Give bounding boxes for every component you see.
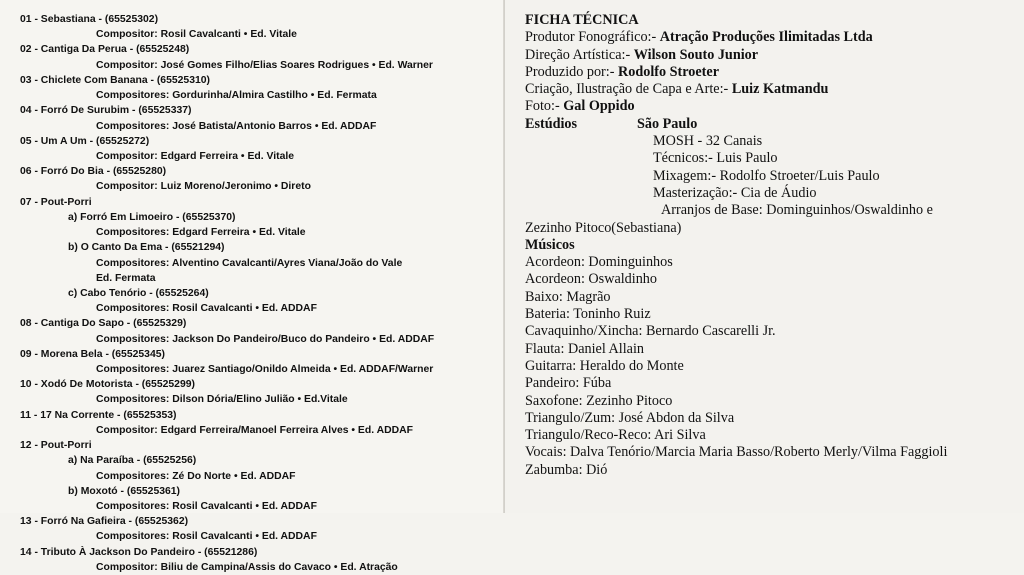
photo-label: Foto:- (525, 98, 560, 115)
track-title: 02 - Cantiga Da Perua - (65525248) (20, 44, 190, 56)
studio-detail-line: MOSH - 32 Canais (653, 133, 763, 150)
musician-line: Flauta: Daniel Allain (525, 340, 644, 357)
track-title: 12 - Pout-Porri (20, 440, 92, 452)
musician-line: Saxofone: Zezinho Pitoco (525, 392, 673, 409)
photo-value: Gal Oppido (563, 98, 635, 115)
musician-line: Acordeon: Oswaldinho (525, 271, 657, 288)
direction-line (525, 47, 1020, 64)
track-composer: Compositores: Jackson Do Pandeiro/Buco do Pandeiro • Ed. ADDAF (96, 333, 435, 345)
produced-label: Produzido por:- (525, 63, 615, 80)
track-title: 08 - Cantiga Do Sapo - (65525329) (20, 318, 187, 330)
track-title: 05 - Um A Um - (65525272) (20, 135, 150, 147)
musicians-title: Músicos (525, 236, 575, 253)
track-title: 10 - Xodó De Motorista - (65525299) (20, 379, 195, 391)
studio-detail-line: Mixagem:- Rodolfo Stroeter/Luis Paulo (653, 167, 880, 184)
track-composer: Compositor: Luiz Moreno/Jeronimo • Direto (96, 181, 311, 193)
track-composer: Compositor: José Gomes Filho/Elias Soares Rodrigues • Ed. Warner (96, 59, 433, 71)
producer-value: Atração Produções Ilimitadas Ltda (659, 29, 873, 46)
right-page-credits (505, 0, 1024, 513)
track-subtitle: a) Na Paraíba - (65525256) (68, 455, 197, 467)
track-title: 03 - Chiclete Com Banana - (65525310) (20, 74, 210, 86)
track-title: 06 - Forró Do Bia - (65525280) (20, 166, 167, 178)
produced-line (525, 64, 1020, 81)
direction-label: Direção Artística:- (525, 46, 631, 63)
musician-line: Cavaquinho/Xincha: Bernardo Cascarelli Jr. (525, 323, 776, 340)
track-title: 01 - Sebastiana - (65525302) (20, 14, 159, 25)
studio-detail-line: Técnicos:- Luis Paulo (653, 150, 778, 167)
musician-line: Zabumba: Dió (525, 461, 608, 478)
credits-title: FICHA TÉCNICA (525, 12, 639, 28)
track-composer: Compositor: Biliu de Campina/Assis do Cavaco • Ed. Atração (96, 561, 398, 573)
studio-detail-line: Masterização:- Cia de Áudio (653, 184, 817, 201)
track-title: 07 - Pout-Porri (20, 196, 92, 208)
track-composer: Compositores: Zé Do Norte • Ed. ADDAF (96, 470, 296, 482)
studios-line (525, 116, 1020, 133)
photo-line (525, 98, 1020, 115)
track-composer: Compositores: Rosil Cavalcanti • Ed. ADDAF (96, 531, 317, 543)
musician-line: Bateria: Toninho Ruiz (525, 306, 651, 323)
track-composer: Compositores: Dilson Dória/Elino Julião • Ed.Vitale (96, 394, 348, 406)
credits-section (525, 12, 1020, 479)
musician-line: Triangulo/Zum: José Abdon da Silva (525, 409, 735, 426)
direction-value: Wilson Souto Junior (633, 46, 759, 63)
track-composer: Ed. Fermata (96, 272, 156, 284)
producer-label: Produtor Fonográfico:- (525, 29, 657, 46)
musician-line: Pandeiro: Fúba (525, 375, 612, 392)
musician-line: Triangulo/Reco-Reco: Ari Silva (525, 427, 706, 444)
track-subtitle: a) Forró Em Limoeiro - (65525370) (68, 211, 236, 223)
musician-line: Vocais: Dalva Tenório/Marcia Maria Basso/Roberto Merly/Vilma Faggioli (525, 444, 948, 461)
cover-value: Luiz Katmandu (731, 81, 829, 98)
cover-line (525, 81, 1020, 98)
track-composer: Compositores: Rosil Cavalcanti • Ed. ADDAF (96, 303, 317, 315)
track-title: 13 - Forró Na Gafieira - (65525362) (20, 516, 189, 528)
track-composer: Compositor: Rosil Cavalcanti • Ed. Vitale (96, 29, 297, 41)
track-title: 09 - Morena Bela - (65525345) (20, 348, 165, 360)
arrangements-line: Arranjos de Base: Dominguinhos/Oswaldinho e (661, 202, 933, 219)
track-composer: Compositor: Edgard Ferreira/Manoel Ferreira Alves • Ed. ADDAF (96, 424, 413, 436)
track-title: 04 - Forró De Surubim - (65525337) (20, 105, 192, 117)
musicians-list (525, 254, 1020, 479)
track-composer: Compositor: Edgard Ferreira • Ed. Vitale (96, 150, 295, 162)
producer-line (525, 29, 1020, 46)
track-composer: Compositores: Juarez Santiago/Onildo Almeida • Ed. ADDAF/Warner (96, 364, 434, 376)
track-composer: Compositores: Edgard Ferreira • Ed. Vitale (96, 227, 306, 239)
arrangements-line-cont: Zezinho Pitoco(Sebastiana) (525, 219, 682, 236)
track-composer: Compositores: Alventino Cavalcanti/Ayres Viana/João do Vale (96, 257, 403, 269)
track-composer: Compositores: José Batista/Antonio Barros • Ed. ADDAF (96, 120, 377, 132)
studios-label: Estúdios (525, 115, 578, 132)
musician-line: Baixo: Magrão (525, 288, 611, 305)
left-page-tracklist (0, 0, 505, 573)
track-title: 14 - Tributo À Jackson Do Pandeiro - (65521286) (20, 546, 258, 558)
musician-line: Guitarra: Heraldo do Monte (525, 357, 684, 374)
track-subtitle: c) Cabo Tenório - (65525264) (68, 287, 209, 299)
studio-details (525, 133, 1020, 202)
studio-city: São Paulo (637, 115, 698, 132)
track-composer: Compositores: Rosil Cavalcanti • Ed. ADDAF (96, 501, 317, 512)
track-subtitle: b) O Canto Da Ema - (65521294) (68, 242, 225, 254)
track-subtitle: b) Moxotó - (65525361) (68, 485, 181, 497)
produced-value: Rodolfo Stroeter (618, 63, 719, 80)
cover-label: Criação, Ilustração de Capa e Arte:- (525, 81, 729, 98)
track-composer: Compositores: Gordurinha/Almira Castilho • Ed. Fermata (96, 90, 377, 102)
tracklist (20, 12, 500, 575)
track-title: 11 - 17 Na Corrente - (65525353) (20, 409, 177, 421)
musician-line: Acordeon: Dominguinhos (525, 254, 673, 271)
